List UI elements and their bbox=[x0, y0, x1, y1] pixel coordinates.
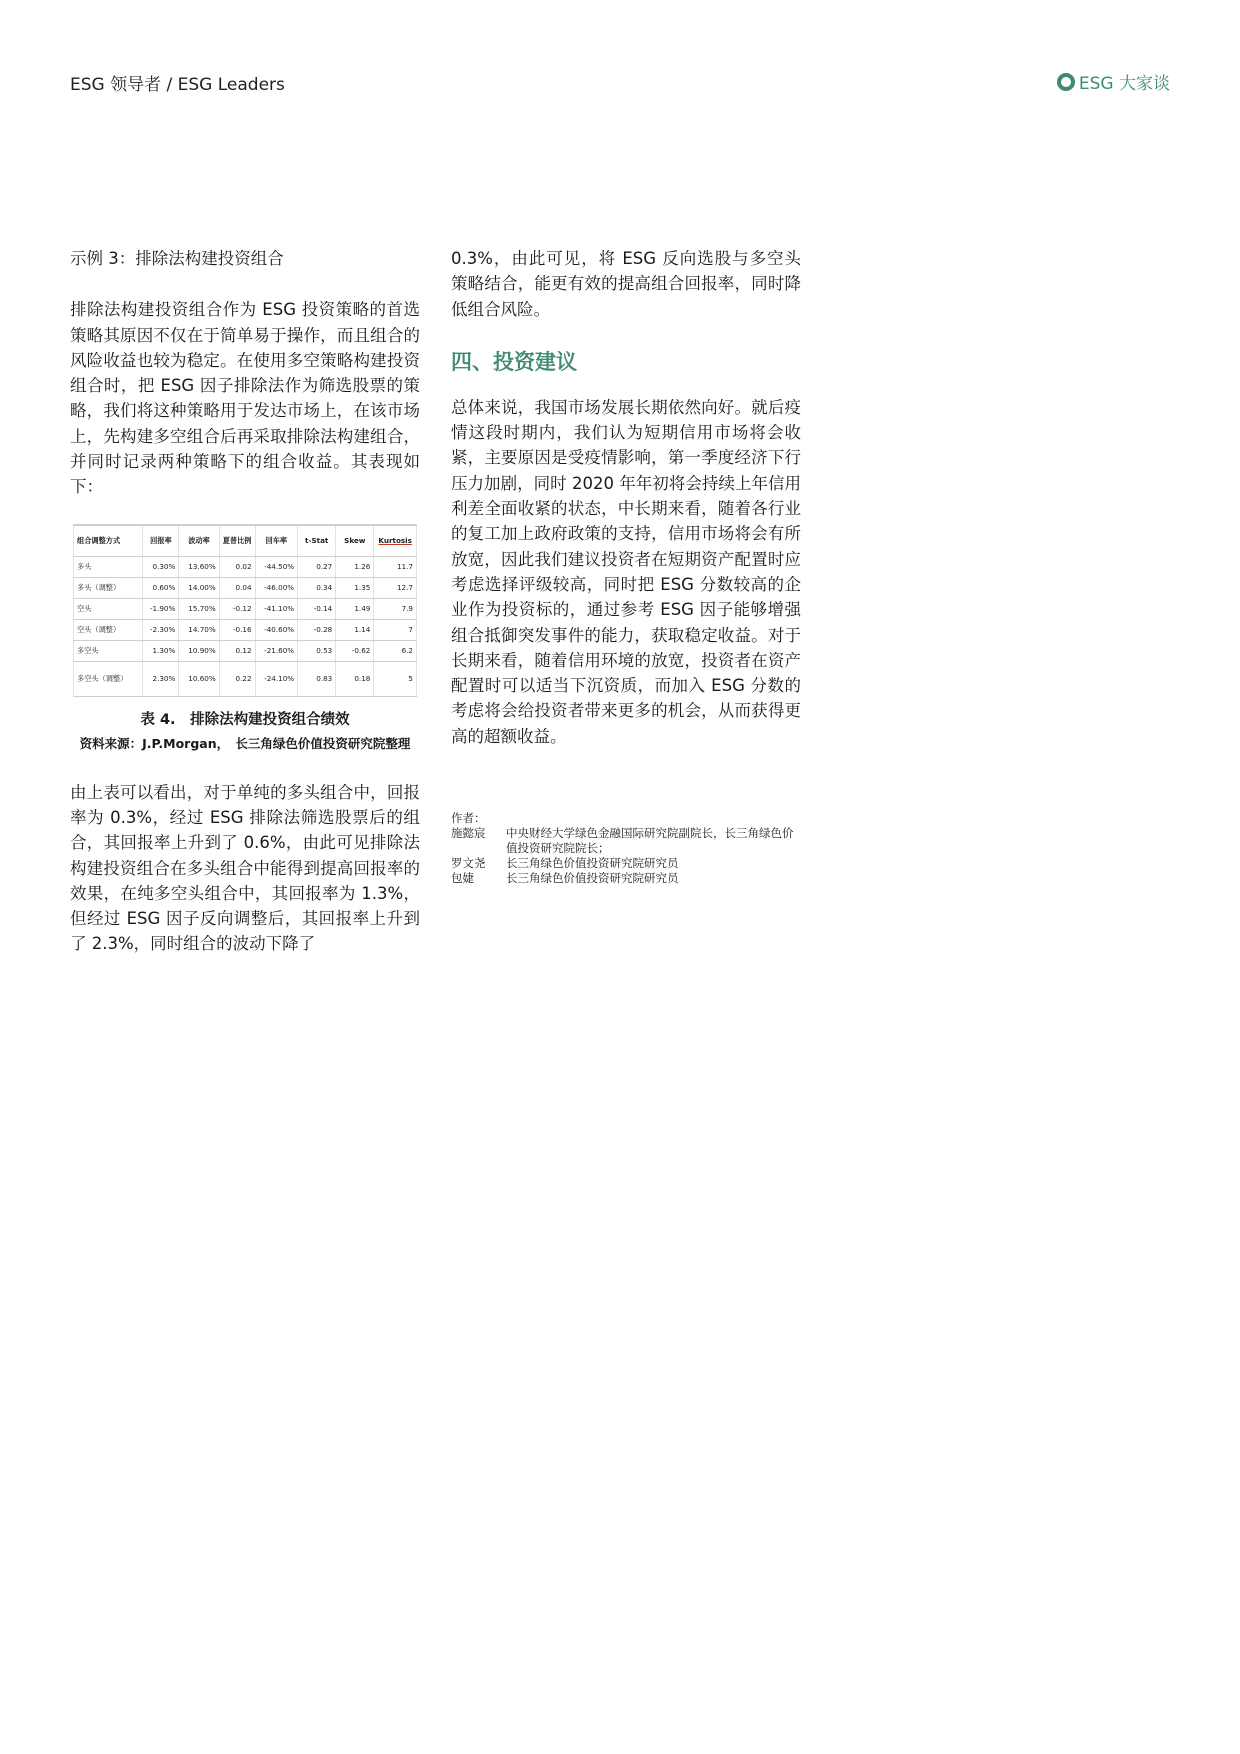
left-column bbox=[70, 246, 420, 957]
table-cell: 15.70% bbox=[179, 598, 219, 619]
paragraph-continuation: 0.3%，由此可见，将 ESG 反向选股与多空头策略结合，能更有效的提高组合回报率，同时降低组合风险。 bbox=[451, 249, 801, 319]
paragraph-exclusion-intro: 排除法构建投资组合作为 ESG 投资策略的首选策略其原因不仅在于简单易于操作，而且组合的风险收益也较为稳定。在使用多空策略构建投资组合时，把 ESG 因子排除法作为筛选股票的策略，我们将这种策略用于发达市场上，在该市场上，先构建多空组合后再采取排除法构建组合，并同时记录两种策略下的组合收益。其表现如下： bbox=[70, 300, 420, 497]
table-cell: -21.60% bbox=[255, 640, 298, 661]
right-column bbox=[451, 246, 801, 886]
table-cell: 0.04 bbox=[219, 577, 255, 598]
table-cell: 1.30% bbox=[143, 640, 179, 661]
table-cell: 空头 bbox=[74, 598, 143, 619]
table-cell: 多空头（调整） bbox=[74, 661, 143, 696]
table-cell: 1.14 bbox=[336, 619, 374, 640]
table-cell: 11.7 bbox=[374, 556, 417, 577]
table-cell: 5 bbox=[374, 661, 417, 696]
table-cell: -0.62 bbox=[336, 640, 374, 661]
paragraph-investment-advice: 总体来说，我国市场发展长期依然向好。就后疫情这段时期内，我们认为短期信用市场将会收紧，主要原因是受疫情影响，第一季度经济下行压力加剧，同时 2020 年年初将会持续上年信用利差全面收紧的状态，中长期来看，随着各行业的复工加上政府政策的支持，信用市场将会有所放宽，因此我们建议投资者在短期资产配置时应考虑选择评级较高，同时把 ESG 分数较高的企业作为投资标的，通过参考 ESG 因子能够增强组合抵御突发事件的能力，获取稳定收益。对于长期来看，随着信用环境的放宽，投资者在资产配置时可以适当下沉资质，而加入 ESG 分数的考虑将会给投资者带来更多的机会，从而获得更高的超额收益。 bbox=[451, 397, 801, 746]
table-header-cell: 回车率 bbox=[255, 525, 298, 557]
table-row bbox=[74, 556, 417, 577]
table-cell: 0.02 bbox=[219, 556, 255, 577]
example-title: 示例 3：排除法构建投资组合 bbox=[70, 249, 284, 268]
paragraph-table-analysis: 由上表可以看出，对于单纯的多头组合中，回报率为 0.3%，经过 ESG 排除法筛选股票后的组合，其回报率上升到了 0.6%，由此可见排除法构建投资组合在多头组合中能得到提高回报率的效果，在纯多空头组合中，其回报率为 1.3%，但经过 ESG 因子反向调整后，其回报率上升到了 2.3%，同时组合的波动下降了 bbox=[70, 782, 420, 954]
table-cell: 0.27 bbox=[298, 556, 336, 577]
table-header-row bbox=[74, 525, 417, 557]
table-row bbox=[74, 598, 417, 619]
table-cell: -41.10% bbox=[255, 598, 298, 619]
table-cell: -40.60% bbox=[255, 619, 298, 640]
table-header-cell: Kurtosis bbox=[374, 525, 417, 557]
author-row bbox=[451, 856, 801, 871]
table-cell: -0.28 bbox=[298, 619, 336, 640]
brand-text: ESG 大家谈 bbox=[1078, 74, 1170, 94]
table-row bbox=[74, 619, 417, 640]
table-cell: 多头（调整） bbox=[74, 577, 143, 598]
table-cell: 空头（调整） bbox=[74, 619, 143, 640]
table-header-cell: t-Stat bbox=[298, 525, 336, 557]
table-cell: 14.00% bbox=[179, 577, 219, 598]
table-cell: 多头 bbox=[74, 556, 143, 577]
table-header-cell: Skew bbox=[336, 525, 374, 557]
table-row bbox=[74, 577, 417, 598]
table-row bbox=[74, 640, 417, 661]
author-name: 罗文尧 bbox=[451, 856, 486, 871]
table-cell: -24.10% bbox=[255, 661, 298, 696]
table-cell: 多空头 bbox=[74, 640, 143, 661]
author-role: 长三角绿色价值投资研究院研究员 bbox=[506, 856, 679, 871]
table-cell: 0.30% bbox=[143, 556, 179, 577]
brand-label bbox=[1057, 69, 1170, 94]
table-caption: 表 4. 排除法构建投资组合绩效 bbox=[140, 711, 350, 728]
table-cell: -44.50% bbox=[255, 556, 298, 577]
table-cell: 14.70% bbox=[179, 619, 219, 640]
performance-table-figure bbox=[73, 524, 417, 697]
table-cell: 0.53 bbox=[298, 640, 336, 661]
table-cell: 0.12 bbox=[219, 640, 255, 661]
author-role: 长三角绿色价值投资研究院研究员 bbox=[506, 871, 679, 886]
table-cell: 0.34 bbox=[298, 577, 336, 598]
table-cell: 0.18 bbox=[336, 661, 374, 696]
table-source: 资料来源：J.P.Morgan， 长三角绿色价值投资研究院整理 bbox=[79, 735, 411, 751]
table-cell: -2.30% bbox=[143, 619, 179, 640]
table-cell: -0.14 bbox=[298, 598, 336, 619]
section-heading: 四、投资建议 bbox=[451, 349, 577, 374]
table-cell: 1.35 bbox=[336, 577, 374, 598]
running-header-title: ESG 领导者 / ESG Leaders bbox=[70, 75, 285, 95]
authors-label: 作者： bbox=[451, 811, 486, 826]
table-cell: -0.12 bbox=[219, 598, 255, 619]
table-cell: 2.30% bbox=[143, 661, 179, 696]
ring-icon bbox=[1057, 73, 1075, 91]
table-cell: 10.90% bbox=[179, 640, 219, 661]
table-header-cell: 回报率 bbox=[143, 525, 179, 557]
author-row bbox=[451, 871, 801, 886]
table-cell: 6.2 bbox=[374, 640, 417, 661]
author-row bbox=[451, 826, 801, 856]
table-cell: 13.60% bbox=[179, 556, 219, 577]
author-role: 中央财经大学绿色金融国际研究院副院长，长三角绿色价值投资研究院院长； bbox=[506, 826, 794, 856]
table-header-cell: 波动率 bbox=[179, 525, 219, 557]
performance-table bbox=[73, 524, 417, 697]
table-cell: 12.7 bbox=[374, 577, 417, 598]
table-cell: 1.49 bbox=[336, 598, 374, 619]
author-name: 施懿宸 bbox=[451, 826, 486, 841]
table-cell: 7 bbox=[374, 619, 417, 640]
table-cell: 0.83 bbox=[298, 661, 336, 696]
author-name: 包婕 bbox=[451, 871, 474, 886]
table-cell: 0.60% bbox=[143, 577, 179, 598]
table-cell: -1.90% bbox=[143, 598, 179, 619]
table-cell: 0.22 bbox=[219, 661, 255, 696]
table-cell: -46.00% bbox=[255, 577, 298, 598]
table-header-cell: 夏普比例 bbox=[219, 525, 255, 557]
table-cell: -0.16 bbox=[219, 619, 255, 640]
table-cell: 10.60% bbox=[179, 661, 219, 696]
authors-block bbox=[451, 811, 801, 886]
table-cell: 7.9 bbox=[374, 598, 417, 619]
table-cell: 1.26 bbox=[336, 556, 374, 577]
table-header-cell: 组合调整方式 bbox=[74, 525, 143, 557]
table-row bbox=[74, 661, 417, 696]
